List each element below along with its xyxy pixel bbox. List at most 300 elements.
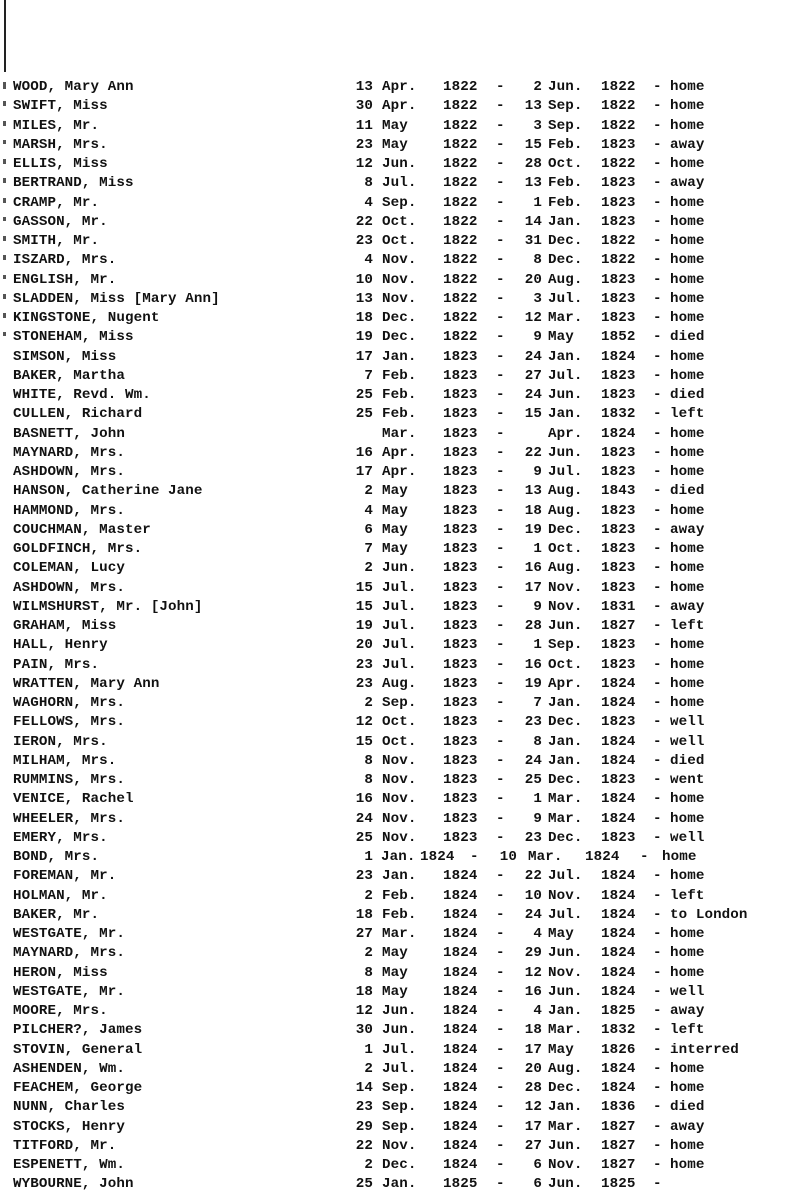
- end-day: 12: [524, 1099, 542, 1116]
- end-day: 13: [524, 483, 542, 500]
- start-day: 29: [355, 1118, 373, 1135]
- range-separator: -: [496, 675, 505, 692]
- start-day: 8: [364, 175, 373, 192]
- end-month: Oct.: [548, 541, 583, 557]
- start-day: 18: [355, 310, 373, 326]
- entry-name: NUNN, Charles: [13, 1099, 125, 1116]
- end-month: Jul.: [548, 367, 583, 384]
- range-separator: -: [496, 598, 505, 615]
- start-year: 1824: [443, 1080, 478, 1096]
- status-text: home: [670, 156, 705, 172]
- start-month: Apr.: [382, 464, 417, 480]
- status-separator: -: [640, 849, 649, 865]
- start-day: 2: [364, 1060, 373, 1077]
- start-day: 17: [355, 348, 373, 365]
- end-year: 1823: [601, 175, 636, 192]
- status-text: home: [670, 252, 705, 269]
- table-row: [0, 964, 800, 983]
- range-separator: -: [496, 618, 505, 634]
- end-day: 18: [524, 502, 542, 519]
- status-separator: -: [653, 1022, 662, 1039]
- status-separator: -: [653, 733, 662, 750]
- table-row: [0, 887, 800, 906]
- range-separator: -: [496, 233, 505, 249]
- entry-name: ESPENETT, Wm.: [13, 1157, 125, 1173]
- entry-name: ENGLISH, Mr.: [13, 271, 117, 288]
- start-year: 1823: [443, 425, 478, 442]
- end-month: Dec.: [548, 233, 583, 249]
- table-row: [0, 925, 800, 944]
- status-separator: -: [653, 1176, 662, 1193]
- entry-name: WILMSHURST, Mr. [John]: [13, 598, 203, 615]
- end-month: Dec.: [548, 714, 583, 731]
- end-month: Aug.: [548, 560, 583, 577]
- status-text: well: [670, 733, 705, 750]
- end-month: Sep.: [548, 117, 583, 134]
- end-month: May: [548, 926, 574, 942]
- status-separator: -: [653, 521, 662, 538]
- range-separator: -: [496, 444, 505, 461]
- end-day: 19: [524, 675, 542, 692]
- table-row: [0, 328, 800, 347]
- end-year: 1824: [601, 1060, 636, 1077]
- start-day: 8: [364, 752, 373, 769]
- start-day: 23: [355, 675, 373, 692]
- range-separator: -: [496, 213, 505, 230]
- entry-name: CRAMP, Mr.: [13, 194, 100, 211]
- end-day: 23: [524, 714, 542, 731]
- start-year: 1823: [443, 714, 478, 731]
- table-row: [0, 405, 800, 424]
- start-day: 23: [355, 656, 373, 673]
- end-month: Aug.: [548, 1060, 583, 1077]
- status-separator: -: [653, 406, 662, 423]
- end-month: Jun.: [548, 983, 583, 1000]
- end-month: Oct.: [548, 156, 583, 172]
- start-month: Nov.: [382, 271, 417, 288]
- start-day: 22: [355, 213, 373, 230]
- end-day: 10: [499, 849, 517, 865]
- start-month: Nov.: [382, 1137, 417, 1154]
- status-text: home: [670, 868, 705, 885]
- start-month: Apr.: [382, 98, 417, 115]
- end-day: 2: [533, 79, 542, 95]
- status-separator: -: [653, 213, 662, 230]
- start-month: Mar.: [382, 425, 417, 442]
- status-text: well: [670, 829, 705, 846]
- range-separator: -: [496, 252, 505, 269]
- status-text: home: [670, 579, 705, 596]
- table-row: [0, 540, 800, 559]
- range-separator: -: [496, 387, 505, 403]
- status-separator: -: [653, 387, 662, 403]
- start-month: Nov.: [382, 290, 417, 307]
- start-year: 1824: [443, 1099, 478, 1116]
- start-month: Jul.: [382, 618, 417, 634]
- end-month: Jul.: [548, 906, 583, 923]
- start-year: 1823: [443, 675, 478, 692]
- status-separator: -: [653, 444, 662, 461]
- status-separator: -: [653, 175, 662, 192]
- scan-edge-mark: [3, 121, 6, 126]
- start-year: 1823: [443, 541, 478, 557]
- range-separator: -: [496, 695, 505, 711]
- status-text: away: [670, 1003, 705, 1019]
- table-row: [0, 944, 800, 963]
- end-month: Aug.: [548, 502, 583, 519]
- end-day: 17: [524, 1118, 542, 1135]
- end-day: 17: [524, 1041, 542, 1058]
- status-text: home: [670, 560, 705, 577]
- start-day: 15: [355, 598, 373, 615]
- end-year: 1843: [601, 483, 636, 500]
- end-month: Mar.: [548, 310, 583, 326]
- status-text: died: [670, 329, 705, 346]
- range-separator: -: [496, 810, 505, 827]
- entry-name: HALL, Henry: [13, 637, 108, 654]
- entry-name: WHEELER, Mrs.: [13, 810, 125, 827]
- status-separator: -: [653, 310, 662, 326]
- start-day: 7: [364, 367, 373, 384]
- range-separator: -: [496, 714, 505, 731]
- end-year: 1823: [601, 579, 636, 596]
- status-separator: -: [653, 714, 662, 731]
- scan-edge-mark: [3, 255, 6, 260]
- end-year: 1852: [601, 329, 636, 346]
- end-year: 1824: [601, 868, 636, 885]
- end-day: 19: [524, 521, 542, 538]
- start-day: 2: [364, 945, 373, 962]
- range-separator: -: [496, 656, 505, 673]
- end-day: 9: [533, 464, 542, 480]
- start-day: 10: [355, 271, 373, 288]
- table-row: [0, 1098, 800, 1117]
- start-day: 15: [355, 733, 373, 750]
- end-year: 1836: [601, 1099, 636, 1116]
- end-month: Jan.: [548, 695, 583, 711]
- range-separator: -: [496, 560, 505, 577]
- end-day: 12: [524, 310, 542, 326]
- end-month: Dec.: [548, 252, 583, 269]
- entry-name: FELLOWS, Mrs.: [13, 714, 125, 731]
- start-day: 6: [364, 521, 373, 538]
- end-year: 1822: [601, 98, 636, 115]
- table-row: [0, 1060, 800, 1079]
- end-day: 31: [524, 233, 542, 249]
- start-month: Jan.: [381, 849, 416, 865]
- range-separator: -: [496, 1022, 505, 1039]
- end-year: 1826: [601, 1041, 636, 1058]
- start-year: 1823: [443, 502, 478, 519]
- scan-edge-mark: [3, 198, 6, 203]
- start-day: 19: [355, 329, 373, 346]
- start-day: 20: [355, 637, 373, 654]
- status-text: left: [670, 887, 705, 904]
- status-separator: -: [653, 772, 662, 788]
- entry-name: SWIFT, Miss: [13, 98, 108, 115]
- end-year: 1831: [601, 598, 636, 615]
- status-separator: -: [653, 656, 662, 673]
- end-month: Jun.: [548, 79, 583, 95]
- status-text: well: [670, 983, 705, 1000]
- range-separator: -: [496, 906, 505, 923]
- start-day: 17: [355, 464, 373, 480]
- start-day: 23: [355, 233, 373, 249]
- entry-name: GOLDFINCH, Mrs.: [13, 541, 143, 557]
- end-day: 23: [524, 829, 542, 846]
- start-month: Jun.: [382, 1003, 417, 1019]
- start-day: 30: [355, 98, 373, 115]
- status-text: home: [670, 117, 705, 134]
- range-separator: -: [496, 175, 505, 192]
- entry-name: WOOD, Mary Ann: [13, 79, 134, 95]
- start-day: 12: [355, 1003, 373, 1019]
- table-row: [0, 155, 800, 174]
- start-month: May: [382, 983, 408, 1000]
- end-year: 1823: [601, 521, 636, 538]
- entry-name: HOLMAN, Mr.: [13, 887, 108, 904]
- entry-name: WAGHORN, Mrs.: [13, 695, 125, 711]
- range-separator: -: [496, 425, 505, 442]
- status-separator: -: [653, 598, 662, 615]
- end-year: 1824: [601, 791, 636, 808]
- status-text: died: [670, 752, 705, 769]
- start-month: Jun.: [382, 560, 417, 577]
- range-separator: -: [496, 1157, 505, 1173]
- start-month: Jan.: [382, 1176, 417, 1193]
- entry-name: MOORE, Mrs.: [13, 1003, 108, 1019]
- start-day: 7: [364, 541, 373, 557]
- range-separator: -: [496, 926, 505, 942]
- status-text: home: [670, 945, 705, 962]
- range-separator: -: [496, 1118, 505, 1135]
- end-month: Feb.: [548, 175, 583, 192]
- start-month: Jul.: [382, 579, 417, 596]
- status-text: home: [670, 213, 705, 230]
- status-separator: -: [653, 1157, 662, 1173]
- start-month: Apr.: [382, 79, 417, 95]
- status-separator: -: [653, 98, 662, 115]
- status-text: home: [670, 810, 705, 827]
- end-day: 28: [524, 1080, 542, 1096]
- start-day: 14: [355, 1080, 373, 1096]
- entry-name: VENICE, Rachel: [13, 791, 134, 808]
- start-year: 1824: [443, 1118, 478, 1135]
- status-text: left: [670, 406, 705, 423]
- start-day: 11: [355, 117, 373, 134]
- end-year: 1823: [601, 194, 636, 211]
- end-year: 1823: [601, 444, 636, 461]
- start-day: 12: [355, 714, 373, 731]
- start-month: Feb.: [382, 906, 417, 923]
- entry-name: BAKER, Martha: [13, 367, 125, 384]
- end-year: 1824: [601, 926, 636, 942]
- status-text: home: [670, 444, 705, 461]
- start-year: 1823: [443, 521, 478, 538]
- end-day: 10: [524, 887, 542, 904]
- end-day: 9: [533, 598, 542, 615]
- scan-edge-mark: [3, 178, 6, 183]
- table-row: [0, 559, 800, 578]
- status-text: home: [670, 271, 705, 288]
- end-year: 1823: [601, 714, 636, 731]
- start-month: Jan.: [382, 348, 417, 365]
- start-year: 1822: [443, 117, 478, 134]
- entry-name: ISZARD, Mrs.: [13, 252, 117, 269]
- start-day: 2: [364, 887, 373, 904]
- start-month: Feb.: [382, 387, 417, 403]
- range-separator: -: [496, 752, 505, 769]
- start-month: Feb.: [382, 406, 417, 423]
- start-year: 1822: [443, 136, 478, 153]
- end-day: 3: [533, 117, 542, 134]
- start-day: 13: [355, 79, 373, 95]
- status-text: home: [670, 425, 705, 442]
- status-separator: -: [653, 887, 662, 904]
- range-separator: -: [496, 117, 505, 134]
- table-row: [0, 482, 800, 501]
- entry-name: MAYNARD, Mrs.: [13, 444, 125, 461]
- status-separator: -: [653, 752, 662, 769]
- range-separator: -: [496, 983, 505, 1000]
- status-text: home: [670, 1060, 705, 1077]
- start-year: 1824: [443, 945, 478, 962]
- range-separator: -: [496, 772, 505, 788]
- table-row: [0, 463, 800, 482]
- status-text: home: [670, 98, 705, 115]
- end-day: 1: [533, 791, 542, 808]
- end-month: May: [548, 1041, 574, 1058]
- entry-name: RUMMINS, Mrs.: [13, 772, 125, 788]
- start-month: Jun.: [382, 1022, 417, 1039]
- table-row: [0, 829, 800, 848]
- end-year: 1827: [601, 1137, 636, 1154]
- range-separator: -: [496, 464, 505, 480]
- start-year: 1822: [443, 252, 478, 269]
- end-month: Jan.: [548, 213, 583, 230]
- end-day: 29: [524, 945, 542, 962]
- entry-name: TITFORD, Mr.: [13, 1137, 117, 1154]
- start-month: Jan.: [382, 868, 417, 885]
- status-separator: -: [653, 425, 662, 442]
- status-separator: -: [653, 136, 662, 153]
- start-year: 1822: [443, 98, 478, 115]
- table-row: [0, 906, 800, 925]
- end-month: Nov.: [548, 1157, 583, 1173]
- start-year: 1823: [443, 637, 478, 654]
- end-day: 9: [533, 329, 542, 346]
- range-separator: -: [496, 406, 505, 423]
- status-separator: -: [653, 964, 662, 981]
- range-separator: -: [496, 1041, 505, 1058]
- entry-name: COLEMAN, Lucy: [13, 560, 125, 577]
- entry-name: BERTRAND, Miss: [13, 175, 134, 192]
- end-year: 1823: [601, 213, 636, 230]
- start-day: 23: [355, 1099, 373, 1116]
- range-separator: -: [496, 367, 505, 384]
- start-month: Nov.: [382, 791, 417, 808]
- end-year: 1824: [601, 733, 636, 750]
- status-separator: -: [653, 618, 662, 634]
- end-year: 1824: [601, 695, 636, 711]
- start-day: 1: [364, 1041, 373, 1058]
- end-month: Mar.: [548, 1118, 583, 1135]
- start-year: 1823: [443, 406, 478, 423]
- end-month: Apr.: [548, 425, 583, 442]
- end-day: 3: [533, 290, 542, 307]
- entry-name: HAMMOND, Mrs.: [13, 502, 125, 519]
- table-row: [0, 309, 800, 328]
- table-row: [0, 579, 800, 598]
- start-year: 1823: [443, 695, 478, 711]
- end-year: 1822: [601, 252, 636, 269]
- end-day: 24: [524, 906, 542, 923]
- end-year: 1822: [601, 79, 636, 95]
- start-day: 12: [355, 156, 373, 172]
- table-row: [0, 848, 800, 867]
- table-row: [0, 617, 800, 636]
- start-month: Jul.: [382, 175, 417, 192]
- start-month: Oct.: [382, 733, 417, 750]
- end-day: 18: [524, 1022, 542, 1039]
- end-month: Oct.: [548, 656, 583, 673]
- start-day: 30: [355, 1022, 373, 1039]
- end-month: Jan.: [548, 1003, 583, 1019]
- end-day: 7: [533, 695, 542, 711]
- status-text: went: [670, 772, 705, 788]
- status-separator: -: [653, 906, 662, 923]
- end-month: Sep.: [548, 98, 583, 115]
- start-year: 1823: [443, 618, 478, 634]
- end-day: 1: [533, 637, 542, 654]
- range-separator: -: [496, 637, 505, 654]
- range-separator: -: [496, 521, 505, 538]
- range-separator: -: [496, 541, 505, 557]
- start-month: May: [382, 541, 408, 557]
- status-text: home: [670, 675, 705, 692]
- entry-name: SIMSON, Miss: [13, 348, 117, 365]
- start-day: 23: [355, 868, 373, 885]
- table-row: [0, 290, 800, 309]
- start-year: 1825: [443, 1176, 478, 1193]
- start-day: 24: [355, 810, 373, 827]
- end-month: Jan.: [548, 1099, 583, 1116]
- status-text: home: [670, 367, 705, 384]
- table-row: [0, 232, 800, 251]
- range-separator: -: [496, 348, 505, 365]
- status-separator: -: [653, 348, 662, 365]
- table-row: [0, 444, 800, 463]
- table-row: [0, 1021, 800, 1040]
- end-month: Jun.: [548, 387, 583, 403]
- range-separator: -: [496, 945, 505, 962]
- start-year: 1823: [443, 444, 478, 461]
- status-text: home: [670, 1137, 705, 1154]
- end-month: May: [548, 329, 574, 346]
- start-month: May: [382, 521, 408, 538]
- start-year: 1822: [443, 213, 478, 230]
- start-year: 1823: [443, 464, 478, 480]
- status-separator: -: [653, 502, 662, 519]
- table-row: [0, 867, 800, 886]
- range-separator: -: [496, 868, 505, 885]
- end-day: 22: [524, 868, 542, 885]
- status-text: home: [670, 926, 705, 942]
- entry-name: WRATTEN, Mary Ann: [13, 675, 160, 692]
- status-separator: -: [653, 1060, 662, 1077]
- entry-name: BOND, Mrs.: [13, 849, 100, 865]
- start-day: 18: [355, 906, 373, 923]
